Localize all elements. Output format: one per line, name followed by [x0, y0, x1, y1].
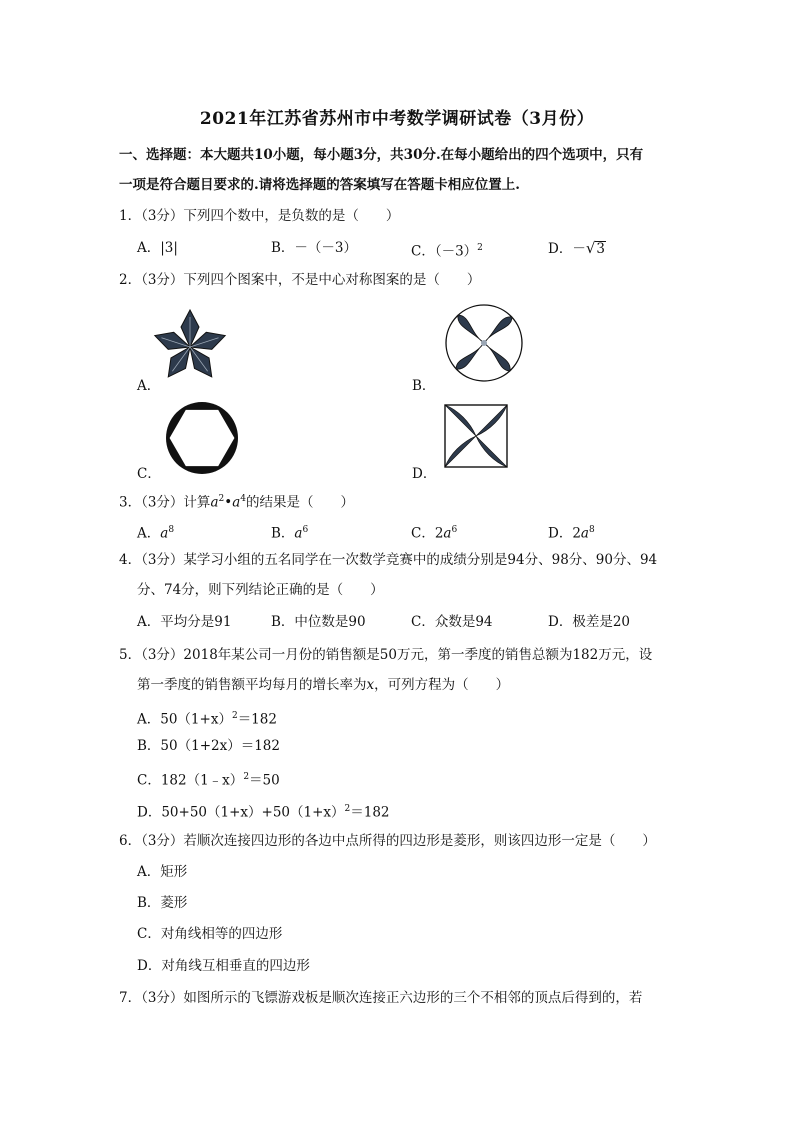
page-title: 2021年江苏省苏州市中考数学调研试卷（3月份）	[199, 109, 595, 129]
square-pinwheel-figure	[444, 404, 508, 468]
q1-option-b: B．－（－3）	[271, 240, 358, 256]
section-heading-line1: 一、选择题：本大题共10小题，每小题3分，共30分.在每小题给出的四个选项中，只有	[119, 147, 644, 163]
q4-stem-line1: 4．（3分）某学习小组的五名同学在一次数学竞赛中的成绩分别是94分、98分、90分、94	[119, 552, 658, 568]
q1-stem: 1．（3分）下列四个数中，是负数的是（ ）	[119, 208, 400, 224]
q4-option-c: C．众数是94	[411, 614, 493, 630]
q5-option-d: D．$50+50(1+x)+50(1+x)^2=182$	[137, 804, 390, 821]
hexagon-circle-figure	[164, 400, 240, 476]
q3-stem: 3．（3分）计算$a^2•a^4$的结果是（ ）	[119, 494, 354, 511]
q2-option-a: A．	[137, 378, 161, 394]
q4-option-a: A．平均分是91	[137, 614, 232, 630]
q6-stem: 6．（3分）若顺次连接四边形的各边中点所得的四边形是菱形，则该四边形一定是（ ）	[119, 833, 656, 849]
q6-option-c: C．对角线相等的四边形	[137, 926, 283, 942]
q5-stem-line1: 5．（3分）2018年某公司一月份的销售额是50万元，第一季度的销售总额为182万元，设	[119, 647, 653, 663]
q6-option-a: A．矩形	[137, 864, 188, 880]
q3-option-d: D．$2a^8$	[548, 525, 595, 542]
q1-option-a: A．|3|	[137, 240, 178, 256]
q5-option-c: C．182（1﹣x）$^2$＝50	[137, 772, 280, 789]
q3-option-b: B．$a^6$	[271, 525, 309, 542]
q1-option-d: D．－√3	[548, 239, 605, 257]
q4-stem-line2: 分、74分，则下列结论正确的是（ ）	[137, 582, 384, 598]
q5-stem-line2: 第一季度的销售额平均每月的增长率为x，可列方程为（ ）	[137, 677, 510, 693]
q6-option-d: D．对角线互相垂直的四边形	[137, 958, 310, 974]
q1-option-c: C．$(-3)^2$	[411, 243, 483, 260]
section-heading-line2: 一项是符合题目要求的.请将选择题的答案填写在答题卡相应位置上.	[119, 177, 520, 193]
q4-option-d: D．极差是20	[548, 614, 631, 630]
q5-option-b: B．50（1+2x）＝182	[137, 738, 280, 754]
q2-option-c: C．	[137, 466, 161, 482]
radicand: 3	[596, 241, 605, 257]
star-flower-figure	[160, 308, 220, 386]
q6-option-b: B．菱形	[137, 895, 188, 911]
q3-option-a: A．$a^8$	[137, 525, 175, 542]
q5-option-a: A．$50(1+x)^2=182$	[137, 711, 277, 728]
circle-petal-figure	[442, 302, 526, 384]
q2-option-b: B．	[412, 378, 436, 394]
q2-stem: 2．（3分）下列四个图案中，不是中心对称图案的是（ ）	[119, 272, 481, 288]
q2-option-d: D．	[412, 466, 437, 482]
q4-option-b: B．中位数是90	[271, 614, 366, 630]
q3-option-c: C．$2a^6$	[411, 525, 458, 542]
q7-stem: 7．（3分）如图所示的飞镖游戏板是顺次连接正六边形的三个不相邻的顶点后得到的，若	[119, 990, 643, 1006]
